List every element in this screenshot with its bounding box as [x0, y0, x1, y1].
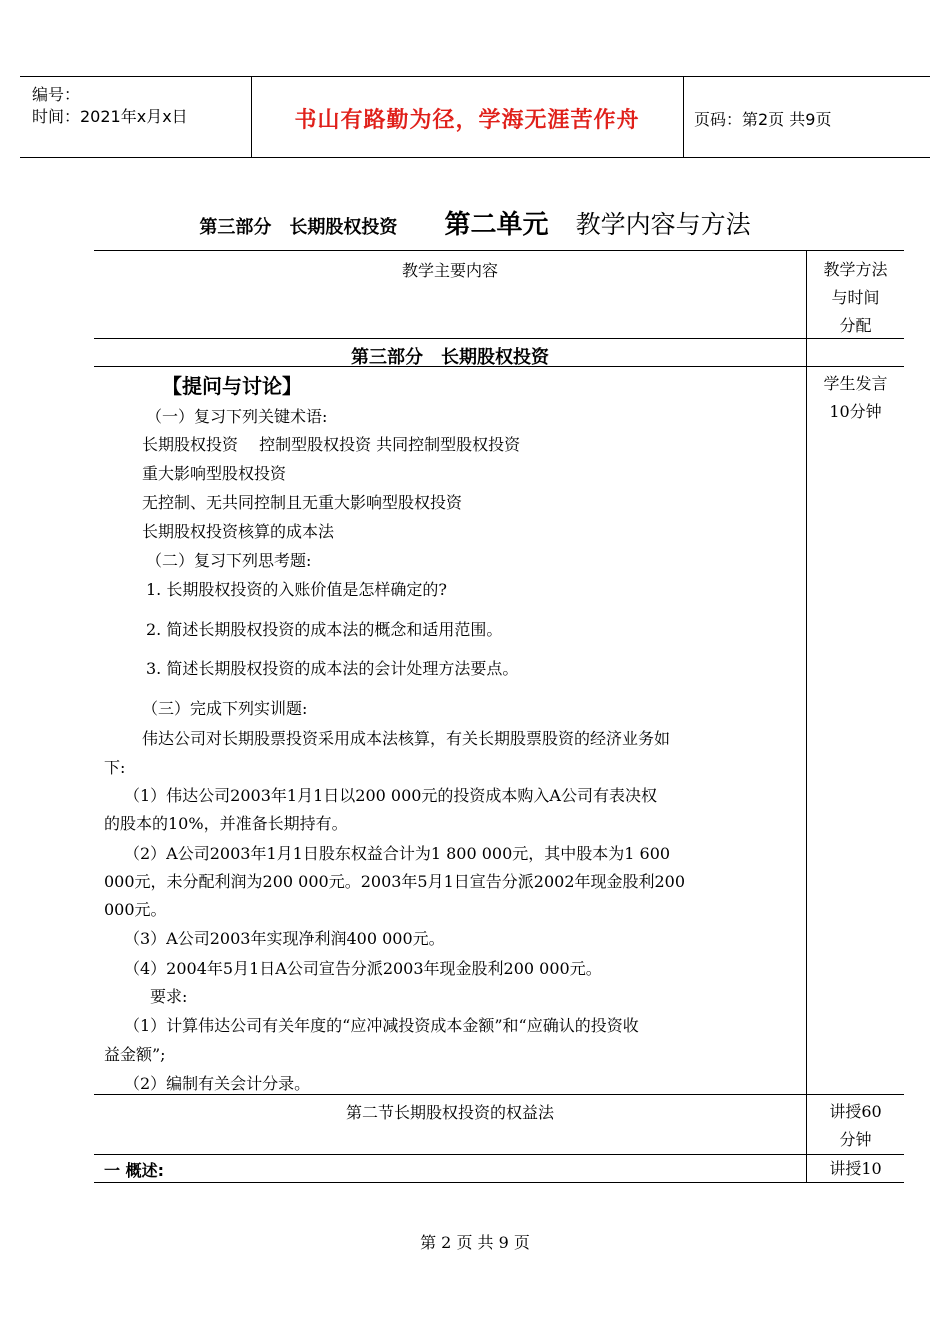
page-footer: 第 2 页 共 9 页 [420, 1233, 530, 1252]
content-line: （三）完成下列实训题: [142, 699, 308, 718]
content-line: （2）编制有关会计分录。 [124, 1074, 311, 1093]
content-line: 下: [104, 758, 126, 777]
content-line: 的股本的10%，并准备长期持有。 [104, 814, 348, 833]
table-rule [94, 1154, 904, 1155]
content-line: 要求: [150, 987, 188, 1006]
table-rule [94, 1182, 904, 1183]
main-column-header: 教学主要内容 [401, 261, 498, 280]
content-line: 000元。 [104, 900, 167, 919]
table-rule [94, 1094, 904, 1095]
side-column-header [807, 256, 904, 340]
content-line: 1. 长期股权投资的入账价值是怎样确定的? [146, 580, 447, 599]
header-divider [683, 77, 684, 157]
table-rule [94, 338, 904, 339]
number-label: 编号： [32, 85, 81, 104]
discussion-time [807, 370, 904, 426]
title-topic: 教学内容与方法 [575, 210, 751, 239]
content-line: 益金额”; [104, 1045, 166, 1064]
side-header-line: 教学方法 [823, 260, 888, 279]
side-header-line: 分配 [839, 316, 872, 335]
content-line: 2. 简述长期股权投资的成本法的概念和适用范围。 [146, 620, 503, 639]
side-note-line: 分钟 [839, 1130, 872, 1149]
content-line: （一）复习下列关键术语: [146, 407, 328, 426]
discussion-title: 【提问与讨论】 [162, 374, 302, 398]
content-line: 长期股权投资核算的成本法 [142, 522, 335, 541]
title-unit: 第二单元 [444, 210, 549, 240]
header-page-label: 页码：第2页 共9页 [694, 110, 832, 129]
page-title [0, 204, 950, 241]
content-line: 伟达公司对长期股票投资采用成本法核算，有关长期股票股资的经济业务如 [142, 729, 671, 748]
side-note-line: 学生发言 [823, 374, 888, 393]
title-part: 第三部分 长期股权投资 [199, 217, 398, 238]
header-motto: 书山有路勤为径，学海无涯苦作舟 [294, 108, 640, 133]
content-line: 3. 简述长期股权投资的成本法的会计处理方法要点。 [146, 659, 519, 678]
side-note-line: 10分钟 [829, 402, 882, 421]
time-label: 时间：2021年x月x日 [32, 107, 188, 126]
content-line: （1）伟达公司2003年1月1日以200 000元的投资成本购入A公司有表决权 [124, 786, 657, 805]
content-line: （2）A公司2003年1月1日股东权益合计为1 800 000元，其中股本为1 600 [124, 844, 671, 863]
document-header [20, 76, 930, 158]
side-note-line: 讲授60 [829, 1102, 882, 1121]
side-header-line: 与时间 [831, 288, 880, 307]
content-line: （1）计算伟达公司有关年度的“应冲减投资成本金额”和“应确认的投资收 [124, 1016, 639, 1035]
overview-label: 一 概述: [104, 1161, 164, 1180]
content-line: （4）2004年5月1日A公司宣告分派2003年现金股利200 000元。 [124, 959, 602, 978]
section2-title: 第二节长期股权投资的权益法 [345, 1103, 554, 1122]
content-line: （二）复习下列思考题: [146, 551, 312, 570]
content-line: 000元，未分配利润为200 000元。2003年5月1日宣告分派2002年现金股利200 [104, 872, 686, 891]
content-line: 重大影响型股权投资 [142, 464, 287, 483]
section2-time [807, 1098, 904, 1154]
header-meta [32, 84, 188, 128]
overview-time: 讲授10 [829, 1159, 882, 1178]
section-title: 第三部分 长期股权投资 [351, 347, 549, 368]
content-line: 无控制、无共同控制且无重大影响型股权投资 [142, 493, 463, 512]
content-line: （3）A公司2003年实现净利润400 000元。 [124, 929, 445, 948]
content-line: 长期股权投资 控制型股权投资 共同控制型股权投资 [142, 435, 521, 454]
table-rule [94, 250, 904, 251]
content-table [94, 250, 904, 1182]
